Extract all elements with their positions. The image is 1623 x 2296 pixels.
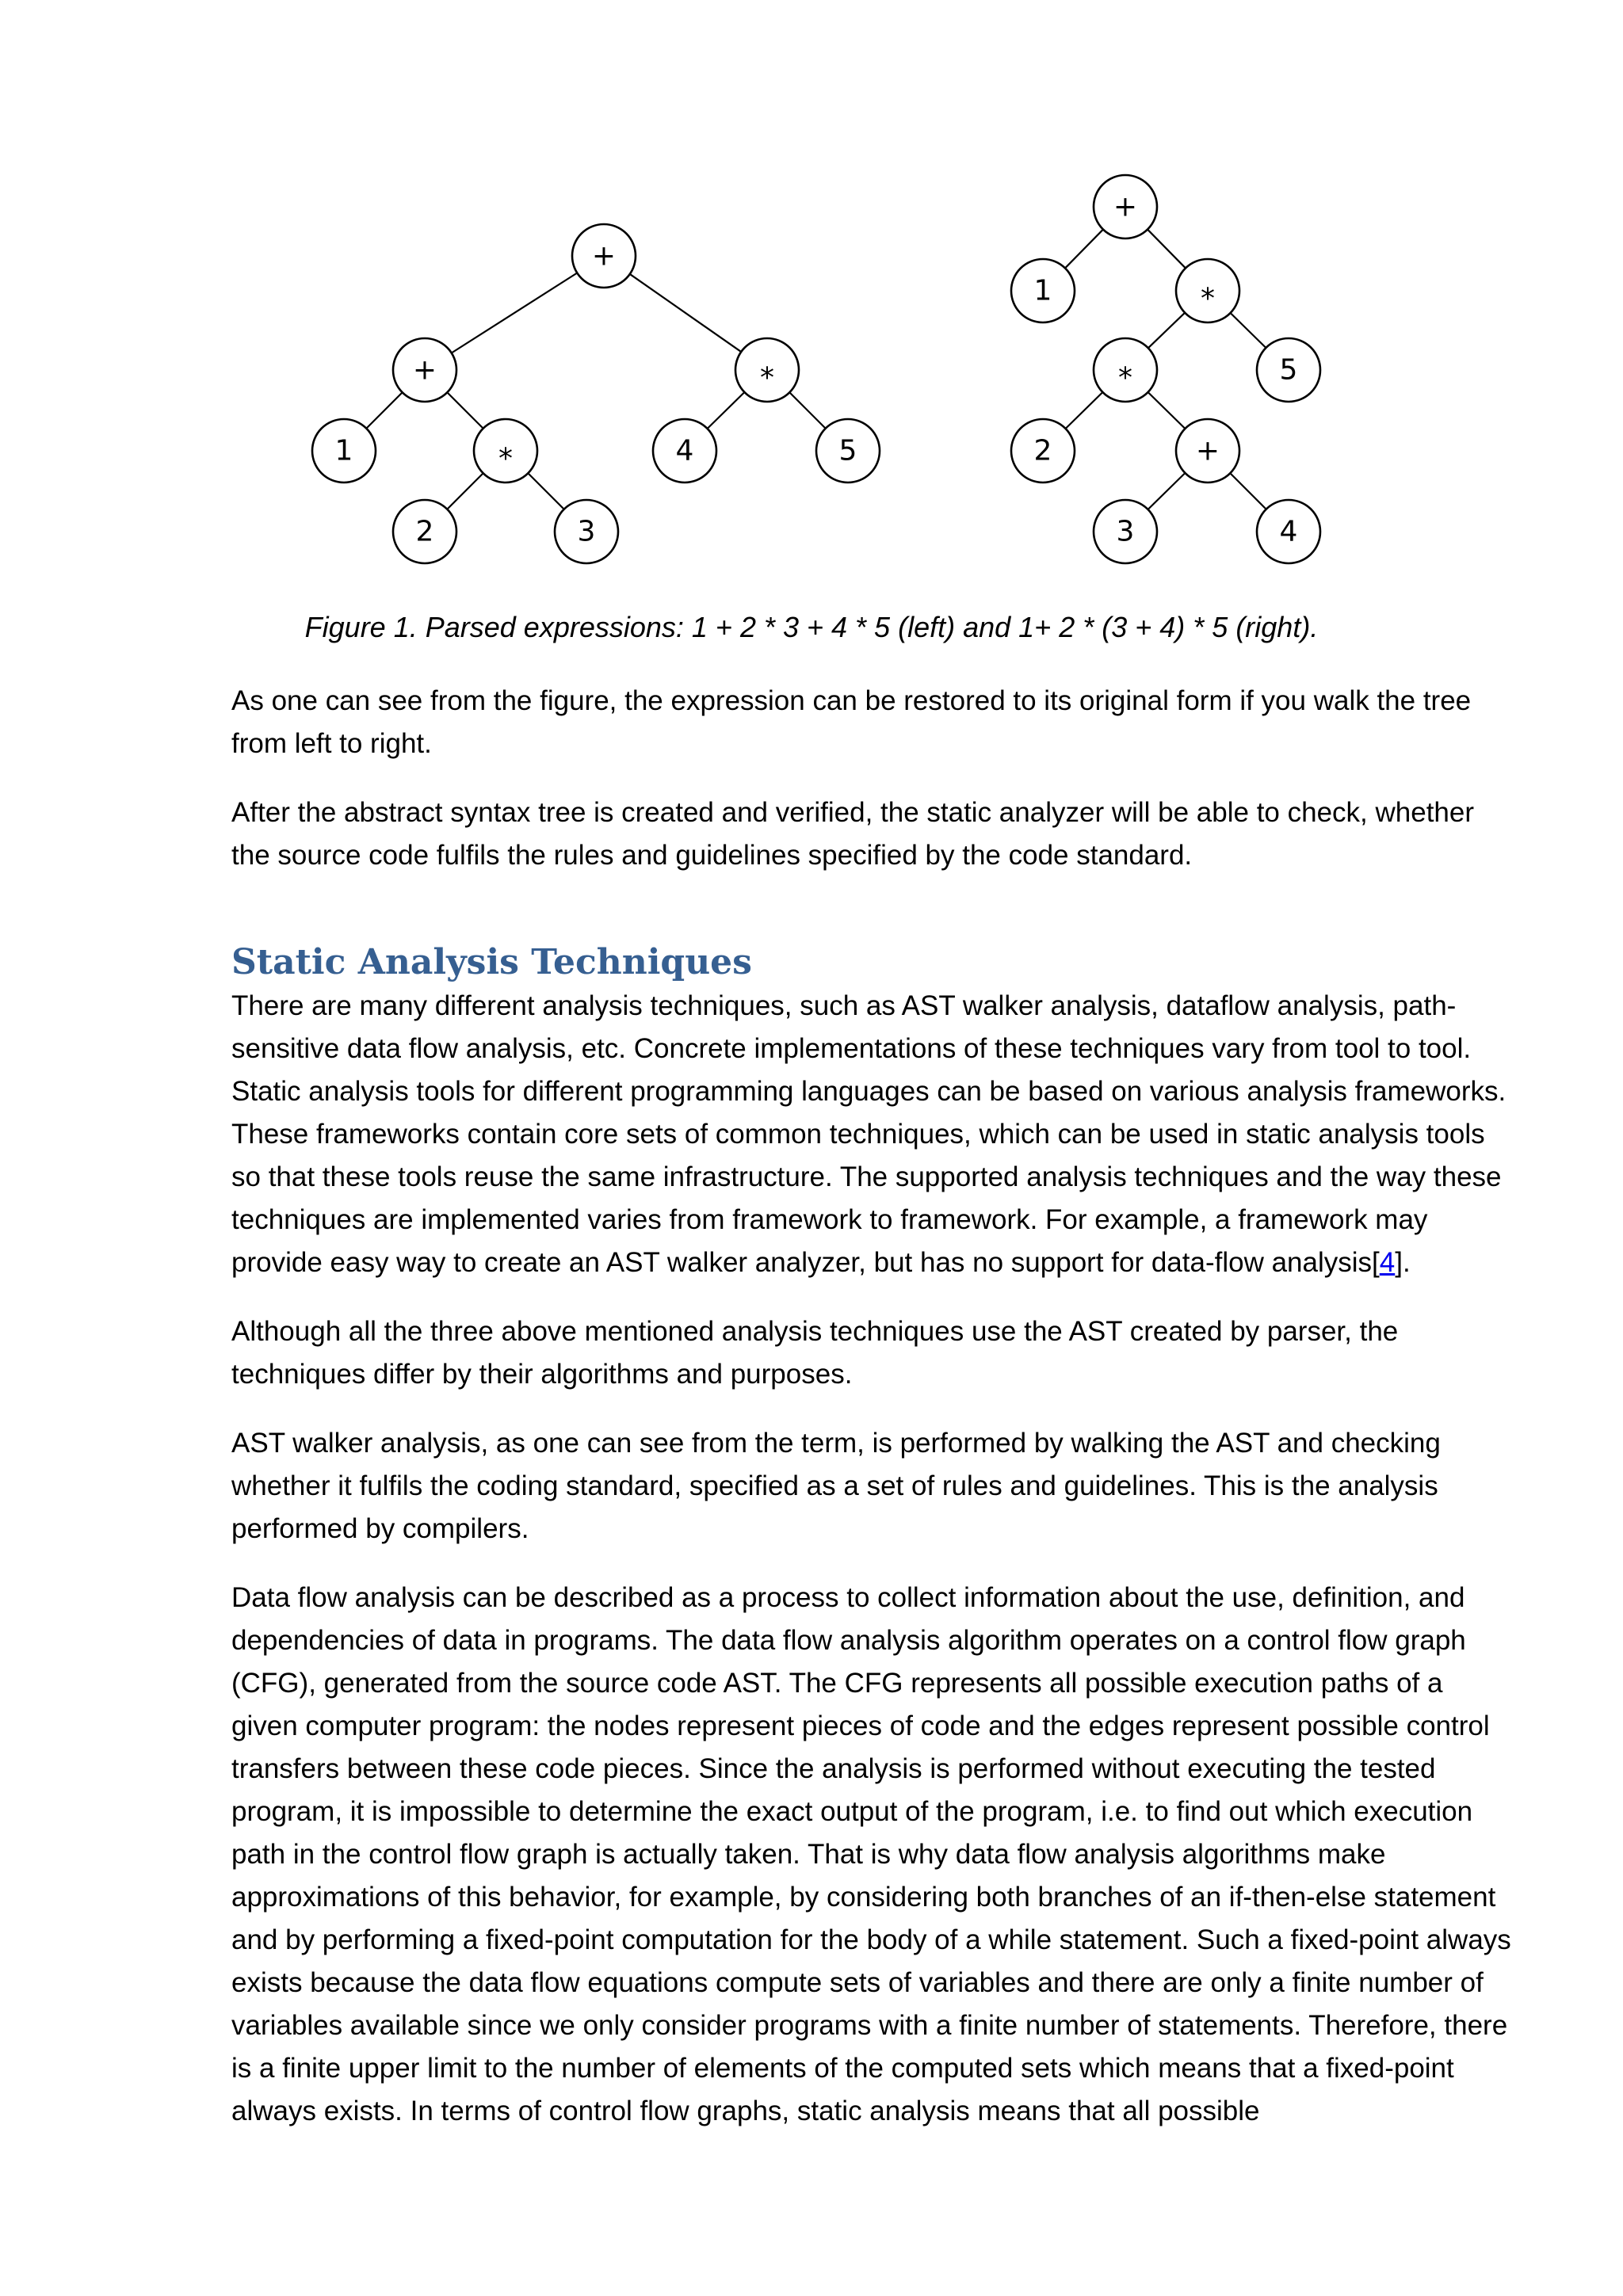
tree-edge: [630, 274, 741, 352]
tree-node-label: 4: [1279, 515, 1298, 548]
paragraph-ast-verified: After the abstract syntax tree is created and verified, the static analyzer will be able to check, whether the source code fulfils the rules and guidelines specified by the code standard.: [231, 797, 1475, 871]
tree-edge: [1148, 473, 1186, 509]
tree-edge: [1148, 392, 1186, 429]
tree-edge: [1065, 230, 1103, 269]
right-tree: [1011, 175, 1320, 563]
tree-node-label: 3: [1116, 515, 1135, 548]
tree-edge: [1231, 313, 1266, 348]
tree-edge: [1066, 392, 1103, 429]
paragraph-techniques-end: ].: [1395, 1247, 1411, 1278]
tree-node-label: 5: [1279, 353, 1298, 387]
tree-node-label: 1: [334, 434, 353, 467]
tree-node-label: +: [1113, 190, 1138, 223]
tree-node-label: +: [591, 239, 617, 273]
tree-edge: [1230, 473, 1266, 509]
tree-edge: [1148, 313, 1185, 349]
paragraph-tree-walk: As one can see from the figure, the expression can be restored to its original form if you walk the tree from left to right.: [231, 685, 1472, 759]
tree-edge: [708, 392, 745, 429]
tree-node-label: 2: [1033, 434, 1052, 467]
tree-node-label: 5: [838, 434, 857, 467]
tree-edge: [366, 392, 402, 428]
tree-node-label: +: [412, 353, 437, 387]
tree-edge: [447, 473, 483, 509]
figure-caption: Figure 1. Parsed expressions: 1 + 2 * 3 + 4 * 5 (left) and 1+ 2 * (3 + 4) * 5 (right).: [304, 611, 1319, 643]
left-tree: [312, 224, 880, 563]
tree-node-label: 2: [415, 515, 434, 548]
section-static-analysis: [231, 940, 1515, 2159]
tree-node-label: *: [498, 442, 513, 475]
tree-edge: [528, 473, 563, 509]
tree-node-label: *: [1118, 361, 1132, 395]
tree-edge: [1148, 230, 1186, 269]
tree-node-label: *: [1201, 282, 1215, 315]
paragraph-ast-walker: AST walker analysis, as one can see from the term, is performed by walking the AST and checking whether it fulfils the coding standard, specified as a set of rules and guidelines. This is the analysis performed by compilers.: [231, 1428, 1441, 1544]
tree-edge: [789, 392, 825, 428]
paragraph-techniques: [231, 985, 1515, 1284]
section-heading: Static Analysis Techniques: [231, 942, 752, 982]
tree-node-label: 4: [675, 434, 694, 467]
reference-link[interactable]: 4: [1379, 1247, 1396, 1278]
paragraph-techniques-text: There are many different analysis techniques, such as AST walker analysis, dataflow analysis, path-sensitive data flow analysis, etc. Concrete implementations of these techniques vary from tool to tool. Static analysis tools for different programming languages can be based on various analysis frameworks. These frameworks contain core sets of common techniques, which can be used in static analysis tools so that these tools reuse the same infrastructure. The supported analysis techniques and the way these techniques are implemented varies from framework to framework. For example, a framework may provide easy way to create an AST walker analyzer, but has no support for data-flow analysis[: [231, 990, 1507, 1278]
tree-node-label: 3: [577, 515, 596, 548]
parse-tree-figure: [0, 0, 1623, 602]
intro-text: [231, 680, 1515, 903]
tree-node-label: 1: [1033, 274, 1052, 307]
tree-node-label: +: [1195, 434, 1220, 467]
tree-edge: [452, 273, 578, 353]
paragraph-data-flow: Data flow analysis can be described as a process to collect information about the use, definition, and dependencies of data in programs. The data flow analysis algorithm operates on a control flow graph (CFG), generated from the source code AST. The CFG represents all possible execution paths of a given computer program: the nodes represent pieces of code and the edges represent possible control transfers between these code pieces. Since the analysis is performed without executing the tested program, it is impossible to determine the exact output of the program, i.e. to find out which execution path in the control flow graph is actually taken. That is why data flow analysis algorithms make approximations of this behavior, for example, by considering both branches of an if-then-else statement and by performing a fixed-point computation for the body of a while statement. Such a fixed-point always exists because the data flow equations compute sets of variables and there are only a finite number of variables available since we only consider programs with a finite number of statements. Therefore, there is a finite upper limit to the number of elements of the computed sets which means that a fixed-point always exists. In terms of control flow graphs, static analysis means that all possible: [231, 1582, 1511, 2126]
tree-node-label: *: [760, 361, 774, 395]
tree-edge: [447, 392, 483, 428]
paragraph-differences: Although all the three above mentioned analysis techniques use the AST created by parser, the techniques differ by their algorithms and purposes.: [231, 1316, 1399, 1390]
